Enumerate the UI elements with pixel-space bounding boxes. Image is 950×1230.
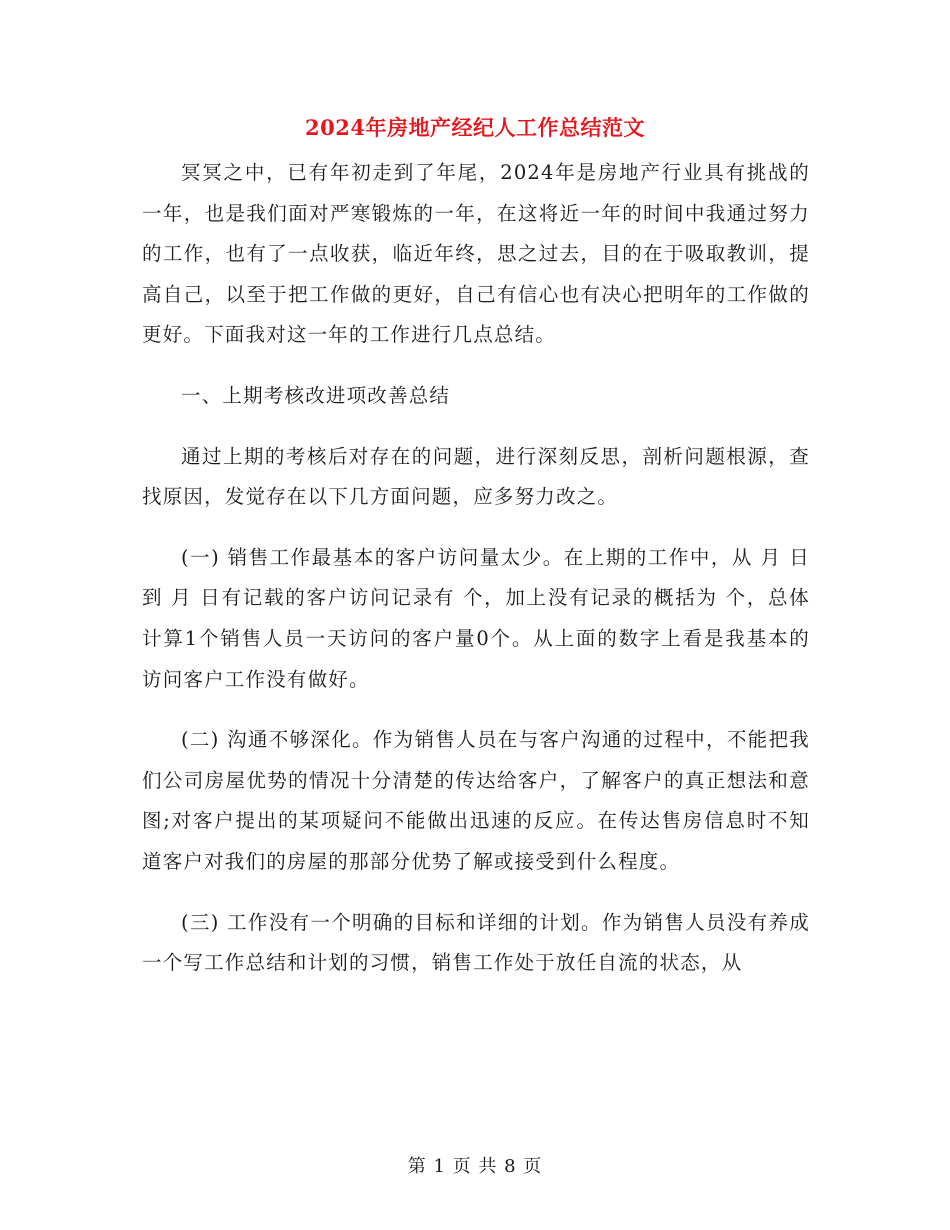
- paragraph-item-1: (一) 销售工作最基本的客户访问量太少。在上期的工作中，从 月 日到 月 日有记载的客户访问记录有 个，加上没有记录的概括为 个，总体计算1个销售人员一天访问的客户量0个。从上面的数字上看是我基本的访问客户工作没有做好。: [142, 545, 810, 691]
- paragraph-review: 通过上期的考核后对存在的问题，进行深刻反思，剖析问题根源，查找原因，发觉存在以下几方面问题，应多努力改之。: [142, 444, 810, 509]
- page-number: 第 1 页 共 8 页: [407, 1156, 543, 1177]
- paragraph-gap: [142, 417, 810, 437]
- paragraph-item-3: (三) 工作没有一个明确的目标和详细的计划。作为销售人员没有养成一个写工作总结和计划的习惯，销售工作处于放任自流的状态，从: [142, 910, 810, 975]
- paragraph-intro: 冥冥之中，已有年初走到了年尾，2024年是房地产行业具有挑战的一年，也是我们面对严寒锻炼的一年，在这将近一年的时间中我通过努力的工作，也有了一点收获，临近年终，思之过去，目的在于吸取教训，提高自己，以至于把工作做的更好，自己有信心也有决心把明年的工作做的更好。下面我对这一年的工作进行几点总结。: [142, 161, 810, 347]
- section-heading: 一、上期考核改进项改善总结: [181, 383, 451, 407]
- paragraph-gap: [142, 518, 810, 538]
- paragraph-item-2: (二) 沟通不够深化。作为销售人员在与客户沟通的过程中，不能把我们公司房屋优势的情况十分清楚的传达给客户，了解客户的真正想法和意图;对客户提出的某项疑问不能做出迅速的反应。在传达售房信息时不知道客户对我们的房屋的那部分优势了解或接受到什么程度。: [142, 728, 810, 873]
- document-title: 2024年房地产经纪人工作总结范文: [305, 115, 645, 140]
- paragraph-gap: [142, 356, 810, 376]
- paragraph-gap: [142, 700, 810, 720]
- document-body: [142, 153, 810, 984]
- paragraph-gap: [142, 883, 810, 903]
